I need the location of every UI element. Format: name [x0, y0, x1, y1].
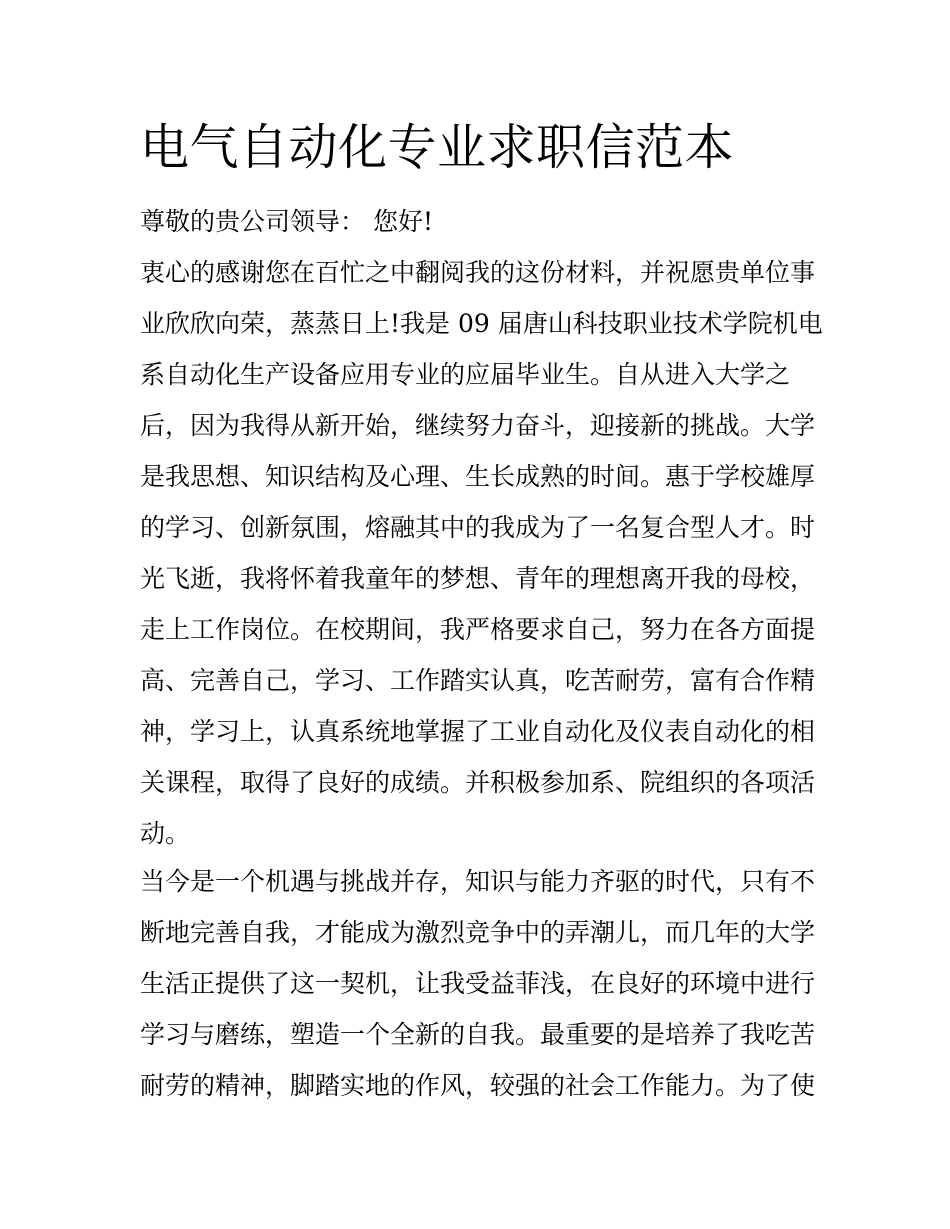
body-line: 断地完善自我，才能成为激烈竞争中的弄潮儿，而几年的大学: [140, 918, 816, 947]
body-line: 动。: [140, 819, 191, 848]
body-line: 系自动化生产设备应用专业的应届毕业生。自从进入大学之: [140, 360, 791, 389]
body-line: 高、完善自己，学习、工作踏实认真，吃苦耐劳，富有合作精: [140, 666, 816, 695]
body-line: 走上工作岗位。在校期间，我严格要求自己，努力在各方面提: [140, 615, 816, 644]
body-line: 生活正提供了这一契机，让我受益菲浅，在良好的环境中进行: [140, 969, 816, 998]
body-line: 耐劳的精神，脚踏实地的作风，较强的社会工作能力。为了使: [140, 1071, 816, 1100]
body-line: 衷心的感谢您在百忙之中翻阅我的这份材料，并祝愿贵单位事: [140, 258, 816, 287]
body-line: 后，因为我得从新开始，继续努力奋斗，迎接新的挑战。大学: [140, 411, 816, 440]
body-line: 关课程，取得了良好的成绩。并积极参加系、院组织的各项活: [140, 768, 816, 797]
body-line: 光飞逝，我将怀着我童年的梦想、青年的理想离开我的母校，: [140, 564, 816, 593]
body-line: 学习与磨练，塑造一个全新的自我。最重要的是培养了我吃苦: [140, 1020, 816, 1049]
document-title: 电气自动化专业求职信范本: [140, 119, 735, 176]
salutation-line: 尊敬的贵公司领导： 您好!: [140, 207, 433, 236]
body-line: 是我思想、知识结构及心理、生长成熟的时间。惠于学校雄厚: [140, 462, 816, 491]
body-line: 业欣欣向荣，蒸蒸日上!我是 09 届唐山科技职业技术学院机电: [140, 309, 823, 338]
body-line: 当今是一个机遇与挑战并存，知识与能力齐驱的时代，只有不: [140, 867, 816, 896]
body-line: 神，学习上，认真系统地掌握了工业自动化及仪表自动化的相: [140, 717, 816, 746]
body-line: 的学习、创新氛围，熔融其中的我成为了一名复合型人才。时: [140, 513, 816, 542]
